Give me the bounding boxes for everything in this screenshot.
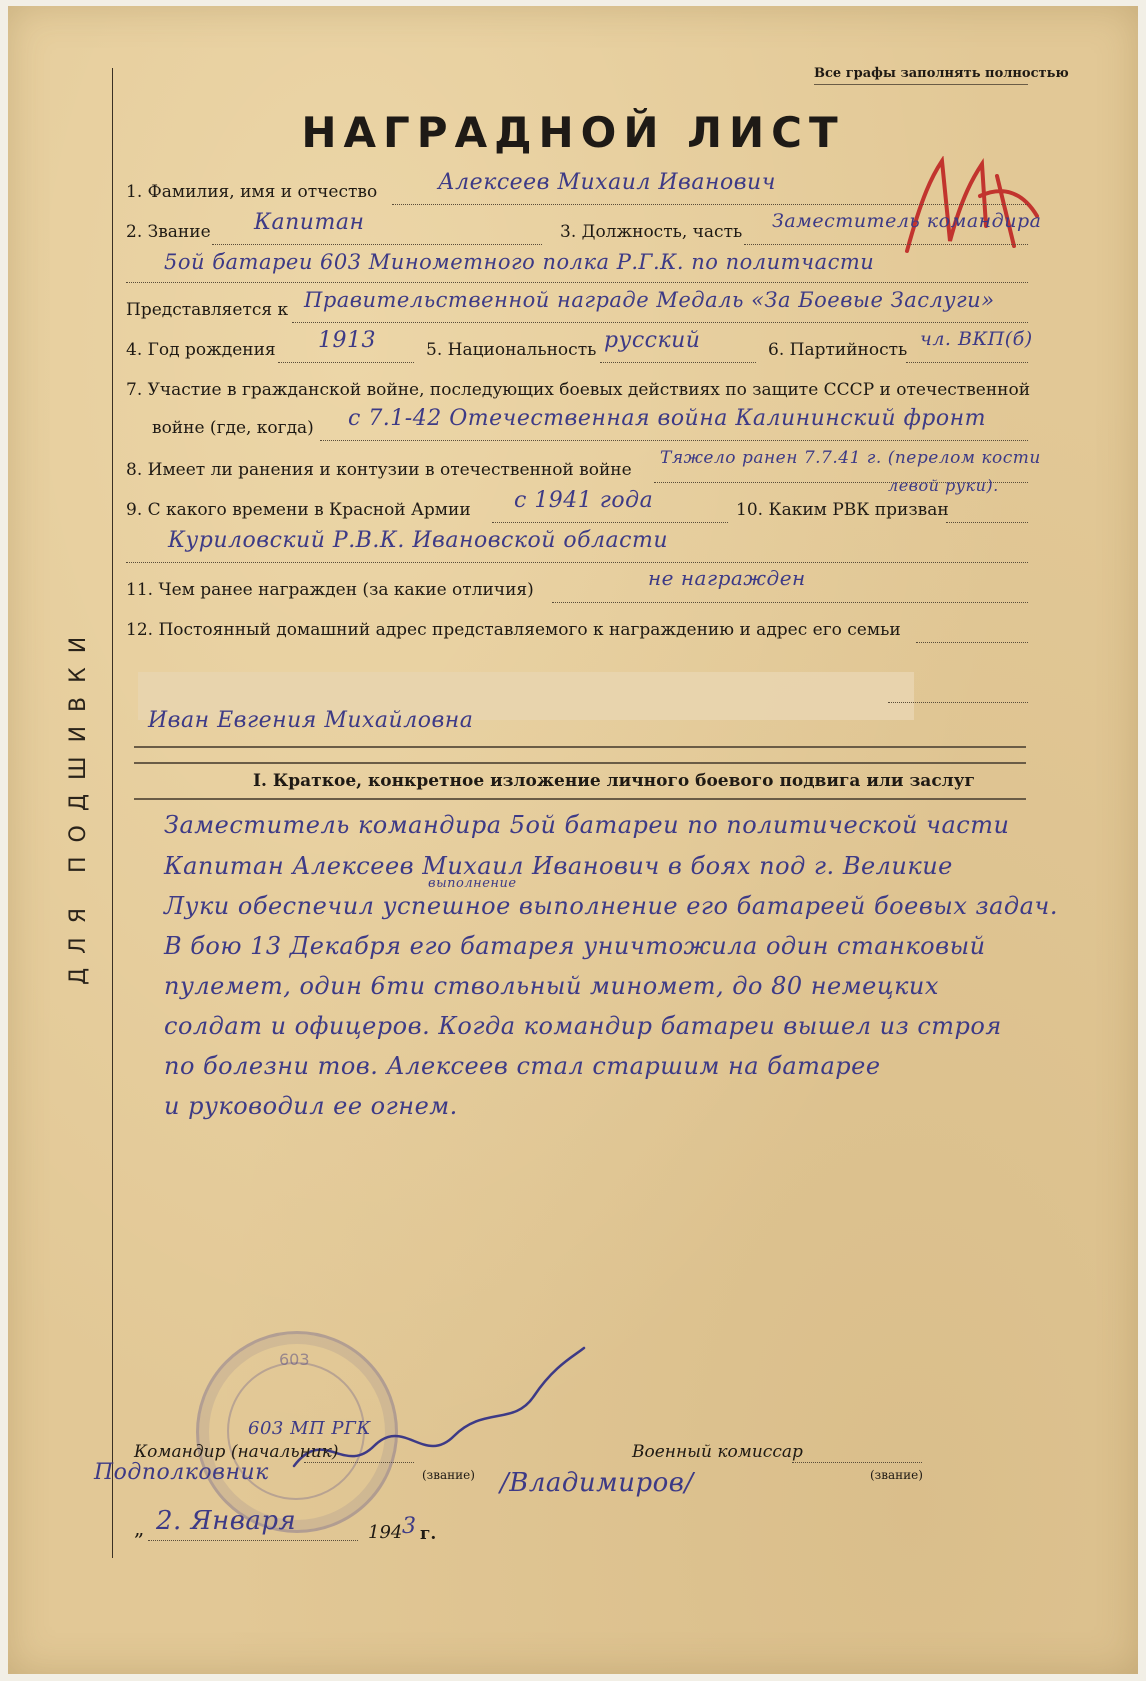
commissar-label: Военный комиссар	[632, 1442, 803, 1462]
field-1-value: Алексеев Михаил Иванович	[438, 170, 776, 195]
achievement-line-7: по болезни тов. Алексеев стал старшим на батарее	[164, 1052, 881, 1080]
commissar-rank-caption: (звание)	[870, 1468, 923, 1482]
achievement-inserted-word: выполнение	[428, 876, 517, 891]
field-11-value: не награжден	[648, 566, 806, 590]
field-9-label: 9. С какого времени в Красной Армии	[126, 500, 471, 520]
fill-all-notice: Все графы заполнять полностью	[814, 66, 1069, 81]
commander-signature	[284, 1346, 614, 1486]
field-12-line	[916, 642, 1028, 643]
field-3-line	[744, 244, 1028, 245]
commander-label: Командир (начальник)	[134, 1442, 339, 1462]
field-8-value-continued: левой руки).	[888, 476, 999, 495]
field-11-line	[552, 602, 1028, 603]
achievement-line-2: Капитан Алексеев Михаил Иванович в боях под г. Великие	[164, 852, 953, 880]
field-7-label-line-1: 7. Участие в гражданской войне, последующих боевых действиях по защите СССР и отечественной	[126, 380, 1031, 400]
field-6-label: 6. Партийность	[768, 340, 908, 360]
field-10-value: Куриловский Р.В.К. Ивановской области	[168, 528, 669, 553]
commander-line	[304, 1462, 414, 1463]
field-6-value: чл. ВКП(б)	[920, 328, 1033, 350]
field-1-label: 1. Фамилия, имя и отчество	[126, 182, 378, 202]
commissar-line	[792, 1462, 922, 1463]
field-12-value: Иван Евгения Михайловна	[148, 708, 474, 733]
field-10-line-2	[126, 562, 1028, 563]
field-2-value: Капитан	[254, 210, 365, 235]
stamp-number: 603	[279, 1350, 310, 1369]
presented-value: Правительственной награде Медаль «За Боевые Заслуги»	[304, 288, 995, 312]
field-9-line	[492, 522, 728, 523]
field-5-line	[600, 362, 756, 363]
date-year-suffix: г.	[420, 1524, 437, 1544]
section-title: I. Краткое, конкретное изложение личного боевого подвига или заслуг	[253, 771, 975, 791]
section-bottom-rule	[134, 798, 1026, 800]
notice-underline	[814, 84, 1028, 85]
field-7-value: с 7.1-42 Отечественная война Калининский фронт	[348, 406, 986, 431]
binding-label: ДЛЯ ПОДШИВКИ	[66, 622, 91, 986]
field-7-line	[320, 440, 1028, 441]
field-4-value: 1913	[318, 328, 376, 353]
achievement-line-1: Заместитель командира 5ой батареи по политической части	[164, 811, 1010, 839]
field-1-line	[392, 204, 1028, 205]
field-2-label: 2. Звание	[126, 222, 211, 242]
field-4-label: 4. Год рождения	[126, 340, 276, 360]
stamp-handwriting: 603 МП РГК	[248, 1418, 371, 1439]
achievement-line-3: Луки обеспечил успешное выполнение его батареей боевых задач.	[164, 892, 1058, 920]
field-10-line	[946, 522, 1028, 523]
date-line	[148, 1540, 358, 1541]
field-3-value-continued: 5ой батареи 603 Минометного полка Р.Г.К. по политчасти	[164, 250, 875, 274]
field-6-line	[906, 362, 1028, 363]
date-open-quote: „	[134, 1516, 145, 1540]
field-3-value: Заместитель командира	[772, 210, 1042, 232]
date-day-month: 2. Января	[156, 1506, 297, 1536]
commander-rank-hand: Подполковник	[94, 1460, 269, 1485]
section-top-rule	[134, 762, 1026, 764]
commander-rank-caption: (звание)	[422, 1468, 475, 1482]
achievement-line-5: пулемет, один 6ти ствольный миномет, до 80 немецких	[164, 972, 939, 1000]
field-12-underline	[134, 746, 1026, 748]
achievement-line-6: солдат и офицеров. Когда командир батареи вышел из строя	[164, 1012, 1002, 1040]
field-10-label: 10. Каким РВК призван	[736, 500, 949, 520]
field-5-label: 5. Национальность	[426, 340, 597, 360]
field-4-line	[278, 362, 414, 363]
field-2-line	[212, 244, 542, 245]
field-12-label: 12. Постоянный домашний адрес представляемого к награждению и адрес его семьи	[126, 620, 901, 640]
field-9-value: с 1941 года	[514, 488, 654, 513]
field-11-label: 11. Чем ранее награжден (за какие отличия)	[126, 580, 534, 600]
field-5-value: русский	[604, 328, 701, 353]
field-12-line-2	[888, 702, 1028, 703]
commissar-signature: /Владимиров/	[500, 1468, 694, 1498]
date-year-prefix: 194	[368, 1522, 403, 1543]
presented-line	[292, 322, 1028, 323]
binding-margin-line	[112, 68, 113, 1558]
field-8-value: Тяжело ранен 7.7.41 г. (перелом кости	[660, 448, 1041, 468]
achievement-line-8: и руководил ее огнем.	[164, 1092, 458, 1120]
award-sheet-page	[8, 6, 1138, 1674]
document-title: НАГРАДНОЙ ЛИСТ	[301, 108, 845, 157]
field-3-label: 3. Должность, часть	[560, 222, 743, 242]
field-7-label-line-2: войне (где, когда)	[152, 418, 314, 438]
field-3-line-2	[126, 282, 1028, 283]
presented-label: Представляется к	[126, 300, 289, 320]
field-8-label: 8. Имеет ли ранения и контузии в отечественной войне	[126, 460, 632, 480]
achievement-line-4: В бою 13 Декабря его батарея уничтожила один станковый	[164, 932, 986, 960]
date-year-hand: 3	[402, 1514, 417, 1539]
